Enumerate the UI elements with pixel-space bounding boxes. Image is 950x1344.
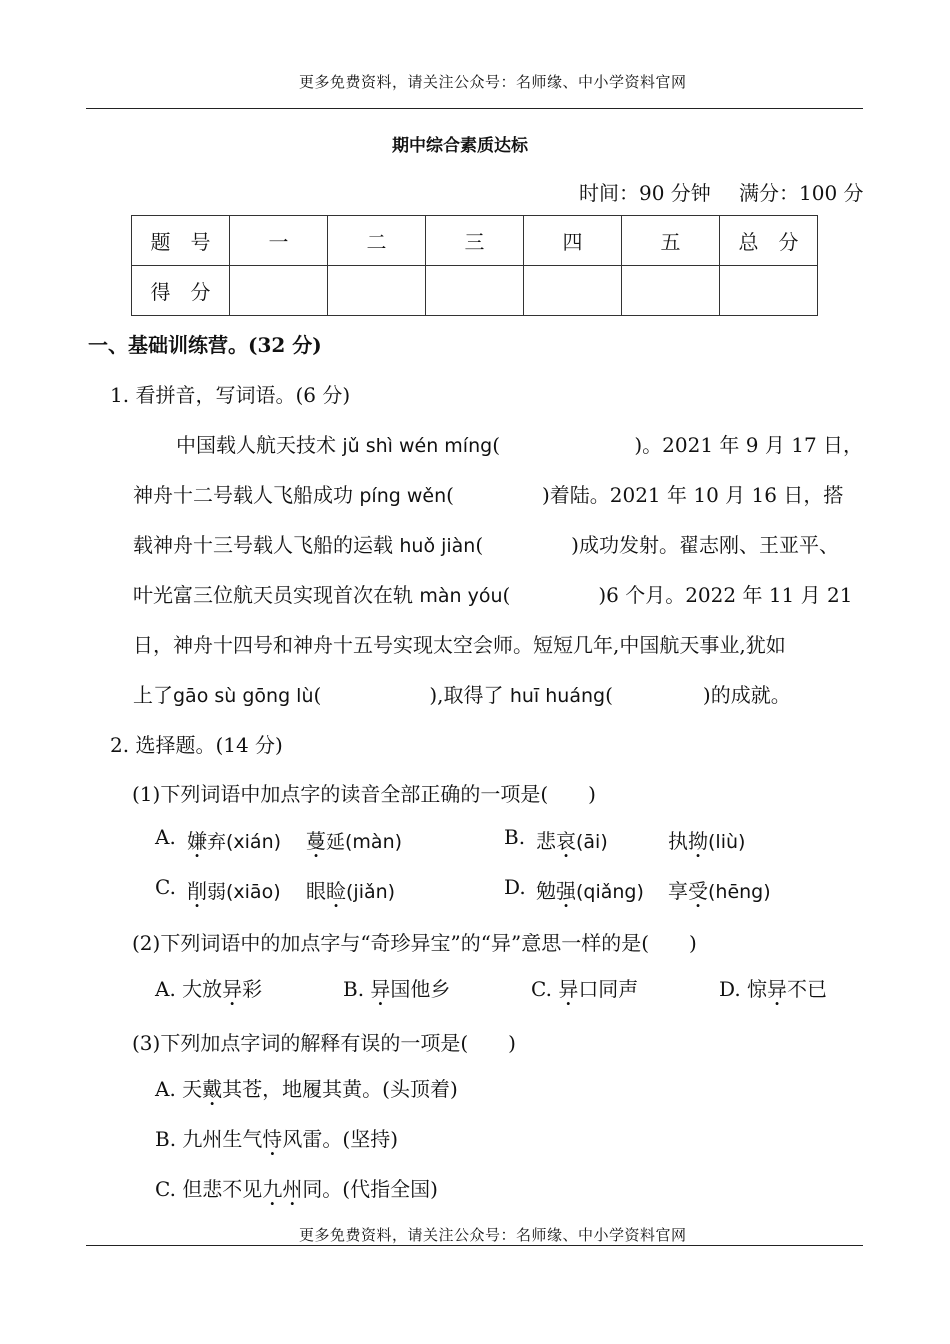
score-table-cell: 得 分: [132, 266, 230, 316]
page-header: 更多免费资料，请关注公众号：名师缘、中小学资料官网: [299, 73, 687, 91]
score-table-score-row: [132, 266, 818, 316]
dotted-char: 削: [187, 879, 207, 903]
score-input-cell[interactable]: [230, 266, 328, 316]
dotted-char: 异: [222, 977, 243, 1001]
score-table-header-row: [132, 216, 818, 266]
q1-line-4: 叶光富三位航天员实现首次在轨 màn yóu( )6 个月。2022 年 11 月 21: [133, 583, 853, 607]
option-c[interactable]: C.: [155, 875, 176, 899]
option-d[interactable]: D. 惊异不已: [719, 977, 828, 1001]
option-c-word-1: 削弱(xiāo): [187, 879, 281, 903]
q1-line-3: 载神舟十三号载人飞船的运载 huǒ jiàn( )成功发射。翟志刚、王亚平、: [133, 533, 839, 557]
option-a-word-2: 蔓延(màn): [306, 829, 403, 853]
option-b[interactable]: B.: [504, 825, 526, 849]
dotted-char: 睑: [326, 879, 346, 903]
pinyin-huo-jian: huǒ jiàn: [399, 535, 476, 557]
option-b-word-2: 执拗(liù): [668, 829, 746, 853]
dotted-char: 强: [556, 879, 576, 903]
score-input-cell[interactable]: [622, 266, 720, 316]
document-title: 期中综合素质达标: [392, 136, 528, 156]
option-b[interactable]: B. 异国他乡: [343, 977, 451, 1001]
sub-question-2-stem: (2)下列词语中的加点字与“奇珍异宝”的“异”意思一样的是( ): [132, 931, 697, 955]
score-table-cell: 三: [426, 216, 524, 266]
option-c[interactable]: C. 异口同声: [531, 977, 639, 1001]
q1-line-6: 上了gāo sù gōng lù( ),取得了 huī huáng( )的成就。: [133, 683, 791, 707]
option-d-word-2: 享受(hēng): [668, 879, 771, 903]
footer-rule: [86, 1245, 863, 1246]
exam-full-score: 满分：100 分: [739, 181, 864, 205]
score-input-cell[interactable]: [426, 266, 524, 316]
dotted-char: 异: [767, 977, 788, 1001]
page-footer: 更多免费资料，请关注公众号：名师缘、中小学资料官网: [299, 1226, 687, 1244]
pinyin-man-you: màn yóu: [419, 585, 503, 607]
option-b[interactable]: B. 九州生气恃风雷。(坚持): [155, 1127, 399, 1151]
option-a[interactable]: A. 大放异彩: [155, 977, 263, 1001]
dotted-char: 九: [262, 1177, 283, 1201]
score-table-cell: 题 号: [132, 216, 230, 266]
question-2-title: 2. 选择题。(14 分): [110, 733, 283, 757]
pinyin-hui-huang: huī huáng: [509, 685, 606, 707]
dotted-char: 嫌: [187, 829, 207, 853]
score-table-cell: 二: [328, 216, 426, 266]
score-table-cell: 一: [230, 216, 328, 266]
option-a[interactable]: A.: [155, 825, 176, 849]
section-heading: 一、基础训练营。(32 分): [88, 333, 322, 357]
option-a[interactable]: A. 天戴其苍，地履其黄。(头顶着): [155, 1077, 458, 1101]
q1-line-5: 日，神舟十四号和神舟十五号实现太空会师。短短几年,中国航天事业,犹如: [133, 633, 786, 657]
dotted-char: 戴: [202, 1077, 223, 1101]
score-table-cell: 五: [622, 216, 720, 266]
dotted-char: 异: [558, 977, 579, 1001]
q1-line-2: 神舟十二号载人飞船成功 píng wěn( )着陆。2021 年 10 月 16 日，搭: [133, 483, 844, 507]
dotted-char: 恃: [262, 1127, 283, 1151]
score-table-cell: 总 分: [720, 216, 818, 266]
dotted-char: 受: [688, 879, 708, 903]
score-table-cell: 四: [524, 216, 622, 266]
score-table: [131, 215, 818, 316]
dotted-char: 拗: [688, 829, 708, 853]
dotted-char: 州: [282, 1177, 303, 1201]
option-c[interactable]: C. 但悲不见九州同。(代指全国): [155, 1177, 438, 1201]
dotted-char: 蔓: [306, 829, 326, 853]
pinyin-gao-su-gong-lu: gāo sù gōng lù: [173, 685, 314, 707]
header-rule: [86, 108, 863, 109]
dotted-char: 异: [370, 977, 391, 1001]
score-input-cell[interactable]: [524, 266, 622, 316]
option-d[interactable]: D.: [504, 875, 526, 899]
q1-line-1: 中国载人航天技术 jǔ shì wén míng( )。2021 年 9 月 17 日，: [176, 433, 864, 457]
exam-time: 时间：90 分钟: [579, 181, 711, 205]
score-input-cell[interactable]: [328, 266, 426, 316]
sub-question-3-stem: (3)下列加点字词的解释有误的一项是( ): [132, 1031, 516, 1055]
option-d-word-1: 勉强(qiǎng): [536, 879, 644, 903]
option-a-word-1: 嫌弃(xián): [187, 829, 282, 853]
option-c-word-2: 眼睑(jiǎn): [306, 879, 396, 903]
pinyin-ju-shi-wen-ming: jǔ shì wén míng: [342, 435, 493, 457]
question-1-title: 1. 看拼音，写词语。(6 分): [110, 383, 351, 407]
sub-question-1-stem: (1)下列词语中加点字的读音全部正确的一项是( ): [132, 782, 596, 806]
dotted-char: 哀: [556, 829, 576, 853]
pinyin-ping-wen: píng wěn: [359, 485, 447, 507]
score-input-cell[interactable]: [720, 266, 818, 316]
option-b-word-1: 悲哀(āi): [536, 829, 608, 853]
